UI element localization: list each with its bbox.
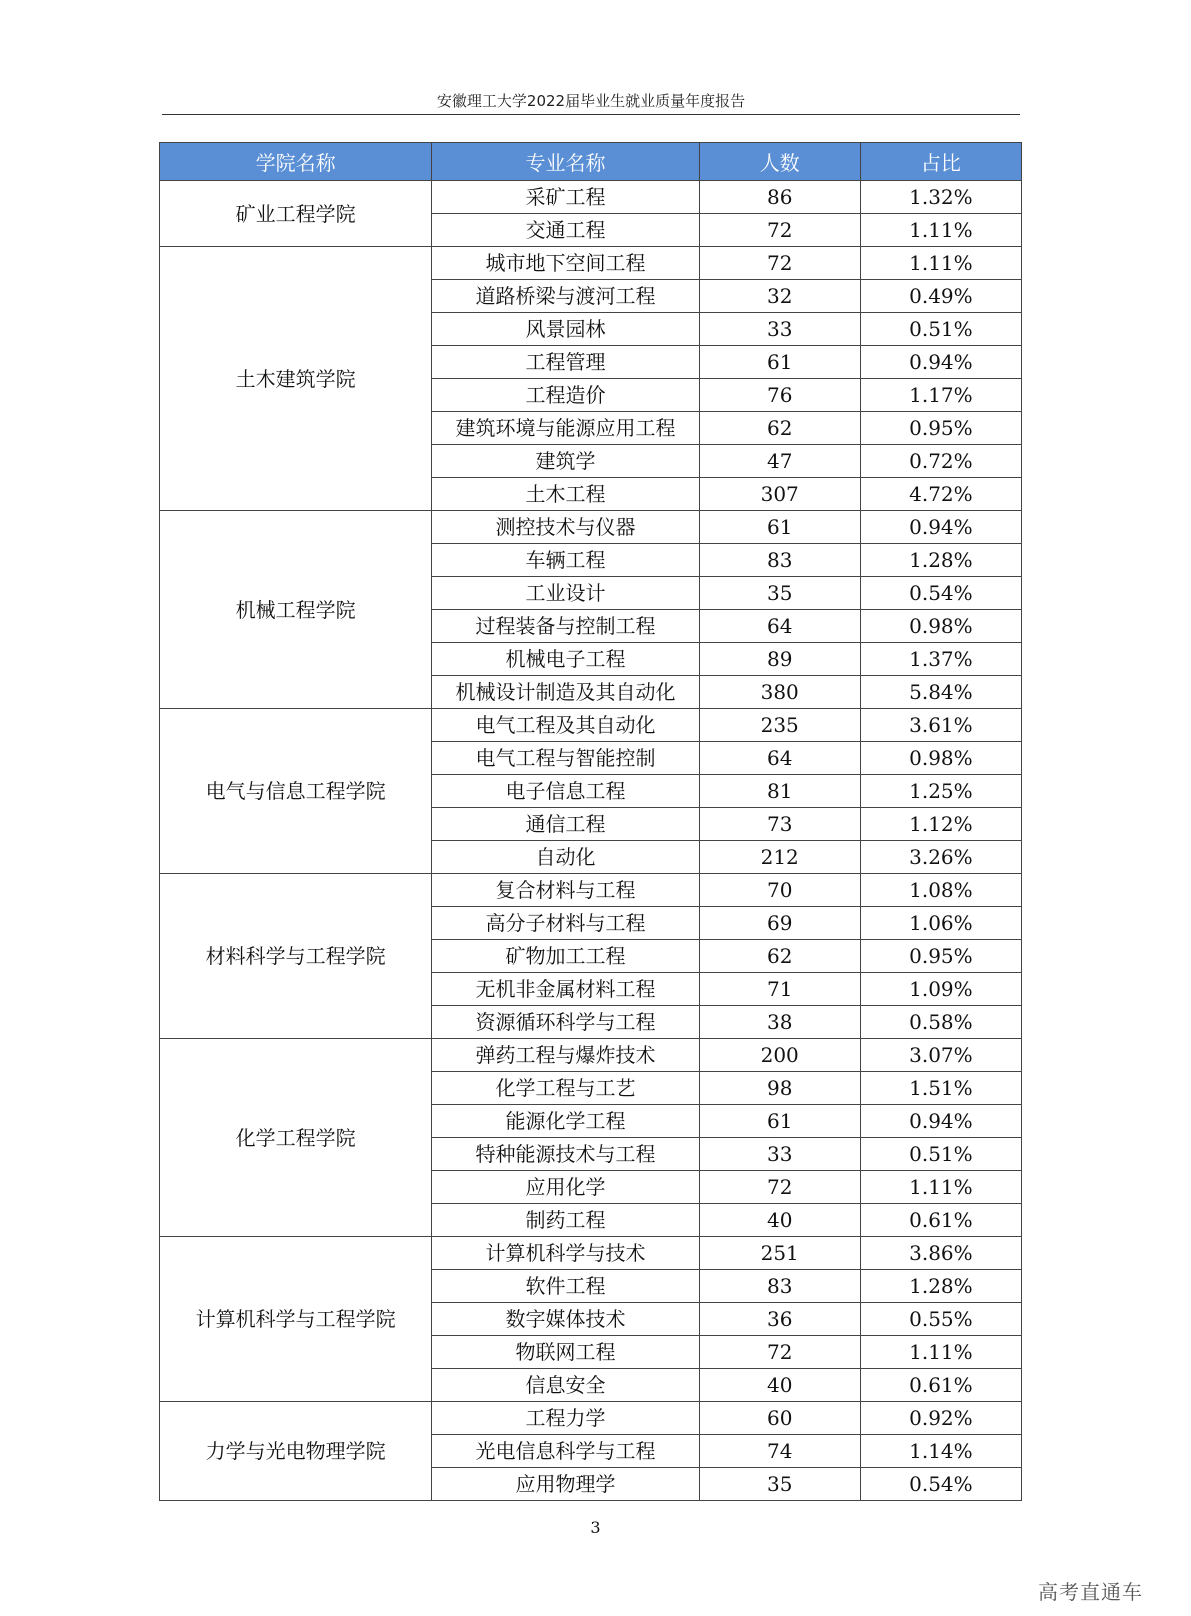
ratio-cell: 0.98% [860,742,1021,775]
ratio-cell: 0.95% [860,940,1021,973]
major-name-cell: 复合材料与工程 [432,874,699,907]
graduate-count-cell: 81 [699,775,860,808]
ratio-cell: 0.92% [860,1402,1021,1435]
column-header-major: 专业名称 [432,143,699,181]
graduate-count-cell: 86 [699,181,860,214]
ratio-cell: 3.07% [860,1039,1021,1072]
major-name-cell: 道路桥梁与渡河工程 [432,280,699,313]
table-row [160,1237,1022,1270]
graduate-count-cell: 32 [699,280,860,313]
ratio-cell: 0.54% [860,577,1021,610]
graduate-count-cell: 71 [699,973,860,1006]
column-header-ratio: 占比 [860,143,1021,181]
major-name-cell: 交通工程 [432,214,699,247]
ratio-cell: 1.25% [860,775,1021,808]
ratio-cell: 3.86% [860,1237,1021,1270]
major-name-cell: 矿物加工工程 [432,940,699,973]
ratio-cell: 0.98% [860,610,1021,643]
college-name-cell: 化学工程学院 [160,1039,432,1237]
header-divider [162,114,1020,115]
graduate-count-cell: 76 [699,379,860,412]
ratio-cell: 0.72% [860,445,1021,478]
graduate-count-cell: 83 [699,1270,860,1303]
major-name-cell: 无机非金属材料工程 [432,973,699,1006]
college-name-cell: 土木建筑学院 [160,247,432,511]
table-row [160,709,1022,742]
graduate-count-cell: 98 [699,1072,860,1105]
graduate-count-cell: 40 [699,1204,860,1237]
college-name-cell: 材料科学与工程学院 [160,874,432,1039]
major-name-cell: 特种能源技术与工程 [432,1138,699,1171]
major-name-cell: 化学工程与工艺 [432,1072,699,1105]
graduate-count-cell: 74 [699,1435,860,1468]
major-name-cell: 应用物理学 [432,1468,699,1501]
ratio-cell: 1.37% [860,643,1021,676]
major-name-cell: 土木工程 [432,478,699,511]
table-row [160,1039,1022,1072]
graduate-count-cell: 60 [699,1402,860,1435]
table-body [160,181,1022,1501]
graduate-count-cell: 35 [699,1468,860,1501]
table-row [160,874,1022,907]
ratio-cell: 0.94% [860,1105,1021,1138]
major-name-cell: 工程造价 [432,379,699,412]
graduate-count-cell: 47 [699,445,860,478]
graduate-count-cell: 70 [699,874,860,907]
table-header-row [160,143,1022,181]
graduate-count-cell: 64 [699,742,860,775]
column-header-college: 学院名称 [160,143,432,181]
page-number: 3 [590,1518,601,1537]
ratio-cell: 1.11% [860,247,1021,280]
major-name-cell: 能源化学工程 [432,1105,699,1138]
graduate-count-cell: 251 [699,1237,860,1270]
graduate-count-cell: 72 [699,1336,860,1369]
major-name-cell: 工程管理 [432,346,699,379]
major-name-cell: 工业设计 [432,577,699,610]
graduate-count-cell: 200 [699,1039,860,1072]
ratio-cell: 1.11% [860,214,1021,247]
graduate-count-cell: 33 [699,313,860,346]
major-name-cell: 软件工程 [432,1270,699,1303]
graduate-count-cell: 64 [699,610,860,643]
ratio-cell: 1.28% [860,1270,1021,1303]
ratio-cell: 3.61% [860,709,1021,742]
college-name-cell: 电气与信息工程学院 [160,709,432,874]
major-name-cell: 通信工程 [432,808,699,841]
graduate-count-cell: 69 [699,907,860,940]
major-name-cell: 资源循环科学与工程 [432,1006,699,1039]
graduate-count-cell: 36 [699,1303,860,1336]
ratio-cell: 1.08% [860,874,1021,907]
graduate-count-cell: 33 [699,1138,860,1171]
major-name-cell: 信息安全 [432,1369,699,1402]
ratio-cell: 0.55% [860,1303,1021,1336]
ratio-cell: 0.58% [860,1006,1021,1039]
college-name-cell: 机械工程学院 [160,511,432,709]
college-name-cell: 力学与光电物理学院 [160,1402,432,1501]
graduate-count-cell: 72 [699,1171,860,1204]
college-name-cell: 计算机科学与工程学院 [160,1237,432,1402]
graduate-count-cell: 61 [699,511,860,544]
major-name-cell: 高分子材料与工程 [432,907,699,940]
graduates-by-major-table [159,142,1022,1501]
graduate-count-cell: 40 [699,1369,860,1402]
major-name-cell: 弹药工程与爆炸技术 [432,1039,699,1072]
major-name-cell: 光电信息科学与工程 [432,1435,699,1468]
graduate-count-cell: 73 [699,808,860,841]
major-name-cell: 电气工程及其自动化 [432,709,699,742]
ratio-cell: 0.61% [860,1204,1021,1237]
graduate-count-cell: 72 [699,214,860,247]
graduate-count-cell: 61 [699,1105,860,1138]
ratio-cell: 0.95% [860,412,1021,445]
graduate-count-cell: 235 [699,709,860,742]
ratio-cell: 5.84% [860,676,1021,709]
graduate-count-cell: 35 [699,577,860,610]
graduate-count-cell: 307 [699,478,860,511]
ratio-cell: 1.28% [860,544,1021,577]
column-header-count: 人数 [699,143,860,181]
ratio-cell: 3.26% [860,841,1021,874]
graduate-count-cell: 61 [699,346,860,379]
ratio-cell: 0.49% [860,280,1021,313]
ratio-cell: 1.14% [860,1435,1021,1468]
ratio-cell: 1.32% [860,181,1021,214]
ratio-cell: 1.17% [860,379,1021,412]
major-name-cell: 采矿工程 [432,181,699,214]
major-name-cell: 建筑学 [432,445,699,478]
major-name-cell: 车辆工程 [432,544,699,577]
graduate-count-cell: 83 [699,544,860,577]
graduate-count-cell: 212 [699,841,860,874]
ratio-cell: 0.51% [860,1138,1021,1171]
college-name-cell: 矿业工程学院 [160,181,432,247]
ratio-cell: 0.54% [860,1468,1021,1501]
graduate-count-cell: 62 [699,412,860,445]
ratio-cell: 1.11% [860,1171,1021,1204]
ratio-cell: 1.12% [860,808,1021,841]
graduate-count-cell: 62 [699,940,860,973]
major-name-cell: 城市地下空间工程 [432,247,699,280]
major-name-cell: 机械设计制造及其自动化 [432,676,699,709]
graduate-count-cell: 380 [699,676,860,709]
major-name-cell: 计算机科学与技术 [432,1237,699,1270]
graduate-count-cell: 89 [699,643,860,676]
major-name-cell: 过程装备与控制工程 [432,610,699,643]
table-row [160,181,1022,214]
ratio-cell: 4.72% [860,478,1021,511]
ratio-cell: 1.11% [860,1336,1021,1369]
graduate-count-cell: 72 [699,247,860,280]
major-name-cell: 自动化 [432,841,699,874]
ratio-cell: 0.61% [860,1369,1021,1402]
major-name-cell: 建筑环境与能源应用工程 [432,412,699,445]
major-name-cell: 电气工程与智能控制 [432,742,699,775]
major-name-cell: 机械电子工程 [432,643,699,676]
major-name-cell: 制药工程 [432,1204,699,1237]
table-row [160,247,1022,280]
major-name-cell: 测控技术与仪器 [432,511,699,544]
major-name-cell: 风景园林 [432,313,699,346]
table-row [160,1402,1022,1435]
ratio-cell: 0.51% [860,313,1021,346]
ratio-cell: 1.09% [860,973,1021,1006]
watermark: 高考直通车 [1038,1580,1143,1604]
ratio-cell: 1.51% [860,1072,1021,1105]
ratio-cell: 0.94% [860,346,1021,379]
report-header-title: 安徽理工大学2022届毕业生就业质量年度报告 [436,92,746,110]
major-name-cell: 应用化学 [432,1171,699,1204]
major-name-cell: 数字媒体技术 [432,1303,699,1336]
ratio-cell: 1.06% [860,907,1021,940]
major-name-cell: 物联网工程 [432,1336,699,1369]
major-name-cell: 电子信息工程 [432,775,699,808]
table-row [160,511,1022,544]
graduate-count-cell: 38 [699,1006,860,1039]
major-name-cell: 工程力学 [432,1402,699,1435]
ratio-cell: 0.94% [860,511,1021,544]
